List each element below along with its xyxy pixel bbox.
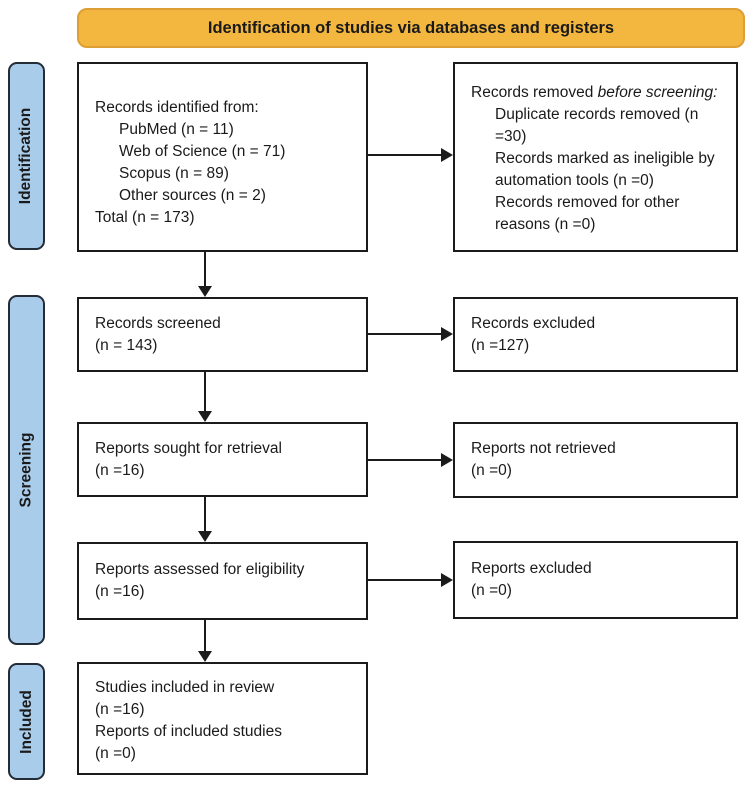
- stage-label-included-text: Included: [17, 689, 35, 754]
- stage-label-screening-text: Screening: [17, 432, 35, 508]
- arrow-right-3-head: [441, 453, 453, 467]
- arrow-right-1-head: [441, 148, 453, 162]
- arrow-right-4-head: [441, 573, 453, 587]
- records-removed-title-suffix: :: [713, 84, 718, 101]
- records-removed-title-prefix: Records removed: [471, 84, 598, 101]
- reports-assessed-label: Reports assessed for eligibility: [95, 561, 305, 578]
- records-identified-sources: [95, 119, 352, 207]
- reports-included-label: Reports of included studies: [95, 723, 282, 740]
- stage-label-included: [8, 663, 45, 780]
- arrow-right-3-line: [368, 459, 442, 461]
- records-removed-title: [471, 82, 726, 104]
- records-removed-title-italic: before screening: [597, 84, 714, 101]
- arrow-down-2-head: [198, 411, 212, 422]
- records-identified-total: Total (n = 173): [95, 209, 195, 226]
- source-scopus: Scopus (n = 89): [119, 165, 229, 182]
- studies-included-count: (n =16): [95, 701, 145, 718]
- arrow-right-1-line: [368, 154, 442, 156]
- box-records-screened: [77, 297, 368, 372]
- box-studies-included: [77, 662, 368, 775]
- source-web-of-science: Web of Science (n = 71): [119, 143, 286, 160]
- box-reports-excluded: [453, 541, 738, 619]
- stage-label-identification-text: Identification: [17, 107, 35, 205]
- box-records-excluded: [453, 297, 738, 372]
- arrow-down-3-line: [204, 497, 206, 532]
- box-reports-not-retrieved: [453, 422, 738, 498]
- arrow-down-3-head: [198, 531, 212, 542]
- reports-assessed-count: (n =16): [95, 583, 145, 600]
- reports-included-count: (n =0): [95, 745, 136, 762]
- removed-duplicates: Duplicate records removed (n =30): [495, 106, 699, 145]
- stage-label-identification: [8, 62, 45, 250]
- arrow-down-1-head: [198, 286, 212, 297]
- reports-sought-label: Reports sought for retrieval: [95, 439, 282, 457]
- reports-sought-count: (n =16): [95, 461, 145, 479]
- box-reports-sought: [77, 422, 368, 497]
- records-screened-label: Records screened: [95, 314, 221, 332]
- banner-title: Identification of studies via databases and registers: [77, 8, 745, 48]
- stage-label-screening: [8, 295, 45, 645]
- removed-other: Records removed for other reasons (n =0): [495, 194, 680, 233]
- reports-excluded-label: Reports excluded: [471, 560, 592, 577]
- records-excluded-label: Records excluded: [471, 314, 596, 332]
- arrow-right-2-line: [368, 333, 442, 335]
- source-pubmed: PubMed (n = 11): [119, 121, 234, 138]
- reports-not-retrieved-count: (n =0): [471, 462, 512, 479]
- box-reports-assessed: [77, 542, 368, 620]
- records-excluded-count: (n =127): [471, 336, 530, 354]
- reports-excluded-count: (n =0): [471, 582, 512, 599]
- source-other: Other sources (n = 2): [119, 187, 266, 204]
- box-records-identified: [77, 62, 368, 252]
- reports-not-retrieved-label: Reports not retrieved: [471, 440, 616, 457]
- arrow-down-4-line: [204, 620, 206, 652]
- arrow-right-4-line: [368, 579, 442, 581]
- arrow-right-2-head: [441, 327, 453, 341]
- box-records-removed: [453, 62, 738, 252]
- arrow-down-4-head: [198, 651, 212, 662]
- removed-automation: Records marked as ineligible by automation tools (n =0): [495, 150, 715, 189]
- records-removed-reasons: [471, 104, 726, 236]
- arrow-down-1-line: [204, 252, 206, 287]
- records-identified-title: Records identified from:: [95, 99, 259, 116]
- records-screened-count: (n = 143): [95, 336, 158, 354]
- studies-included-label: Studies included in review: [95, 679, 275, 696]
- arrow-down-2-line: [204, 372, 206, 412]
